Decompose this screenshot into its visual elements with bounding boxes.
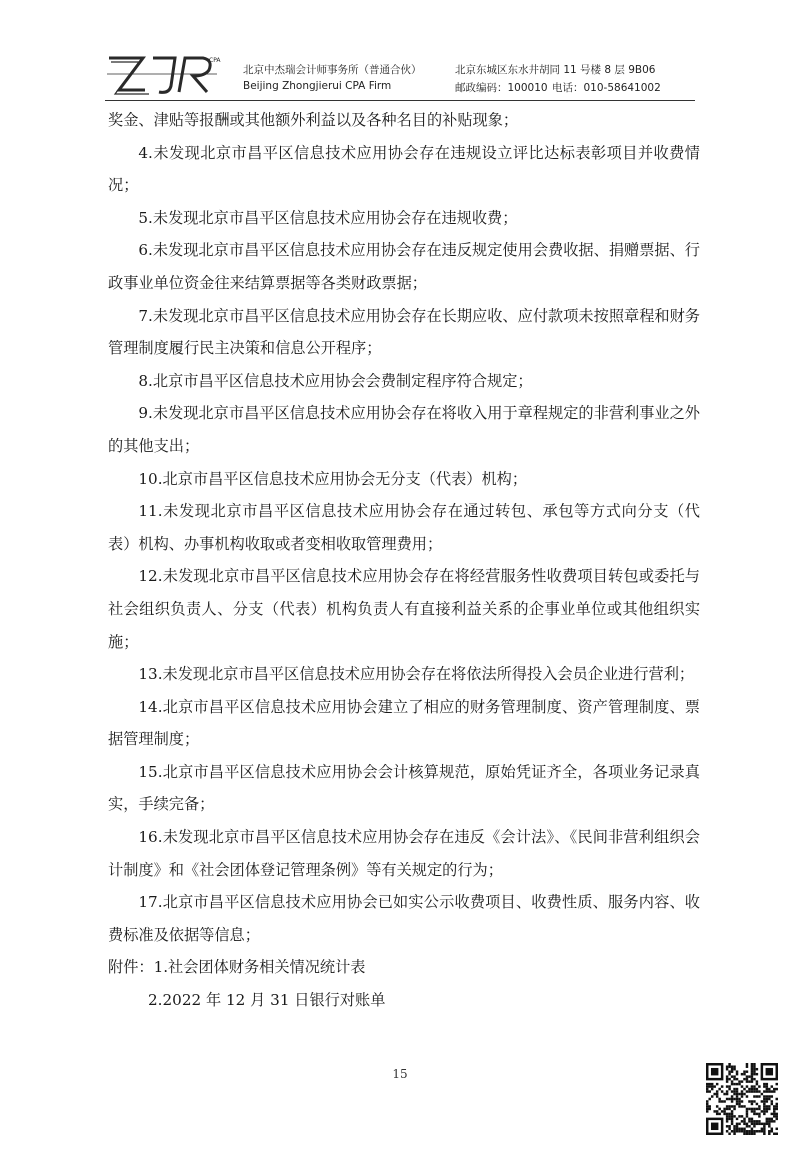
list-item: 6.未发现北京市昌平区信息技术应用协会存在违反规定使用会费收据、捐赠票据、行政事业单位资金往来结算票据等各类财政票据； [108,241,700,292]
qr-code [706,1063,778,1135]
list-item: 16.未发现北京市昌平区信息技术应用协会存在违反《会计法》、《民间非营利组织会计制度》和《社会团体登记管理条例》等有关规定的行为； [108,828,700,879]
firm-phone: 电话：010-58641002 [552,82,661,94]
list-item: 17.北京市昌平区信息技术应用协会已如实公示收费项目、收费性质、服务内容、收费标准及依据等信息； [108,893,700,944]
firm-name-cn: 北京中杰瑞会计师事务所（普通合伙） [243,64,422,76]
list-item: 5.未发现北京市昌平区信息技术应用协会存在违规收费； [138,208,518,227]
list-item: 7.未发现北京市昌平区信息技术应用协会存在长期应收、应付款项未按照章程和财务管理制度履行民主决策和信息公开程序； [108,306,700,358]
list-item: 12.未发现北京市昌平区信息技术应用协会存在将经营服务性收费项目转包或委托与社会组织负责人、分支（代表）机构负责人有直接利益关系的企事业单位或其他组织实施； [108,567,700,651]
attachment-line-1: 附件：1.社会团体财务相关情况统计表 [108,958,366,977]
document-body [108,104,700,1017]
list-item: 11.未发现北京市昌平区信息技术应用协会存在通过转包、承包等方式向分支（代表）机构、办事机构收取或者变相收取管理费用； [108,502,700,553]
list-item: 10.北京市昌平区信息技术应用协会无分支（代表）机构； [138,469,528,488]
list-item: 14.北京市昌平区信息技术应用协会建立了相应的财务管理制度、资产管理制度、票据管理制度； [108,697,700,749]
list-item: 8.北京市昌平区信息技术应用协会会费制定程序符合规定； [138,371,533,390]
header-rule [105,100,695,101]
list-item: 15.北京市昌平区信息技术应用协会会计核算规范，原始凭证齐全，各项业务记录真实，手续完备； [108,762,700,814]
page-number: 15 [392,1067,408,1081]
list-item: 13.未发现北京市昌平区信息技术应用协会存在将依法所得投入会员企业进行营利； [138,665,695,684]
logo-sub-text: CPA [209,57,221,64]
firm-postcode: 邮政编码：100010 [455,82,548,94]
attachment-line-2: 2.2022 年 12 月 31 日银行对账单 [148,991,386,1010]
list-item: 4.未发现北京市昌平区信息技术应用协会存在违规设立评比达标表彰项目并收费情况； [108,143,700,195]
firm-name-en: Beijing Zhongjierui CPA Firm [243,80,392,92]
firm-address: 北京东城区东水井胡同 11 号楼 8 层 9B06 [455,64,656,76]
continuation-line: 奖金、津贴等报酬或其他额外利益以及各种名目的补贴现象； [108,111,519,129]
list-item: 9.未发现北京市昌平区信息技术应用协会存在将收入用于章程规定的非营利事业之外的其他支出； [108,404,700,455]
firm-logo [105,52,225,96]
letterhead [105,48,695,100]
